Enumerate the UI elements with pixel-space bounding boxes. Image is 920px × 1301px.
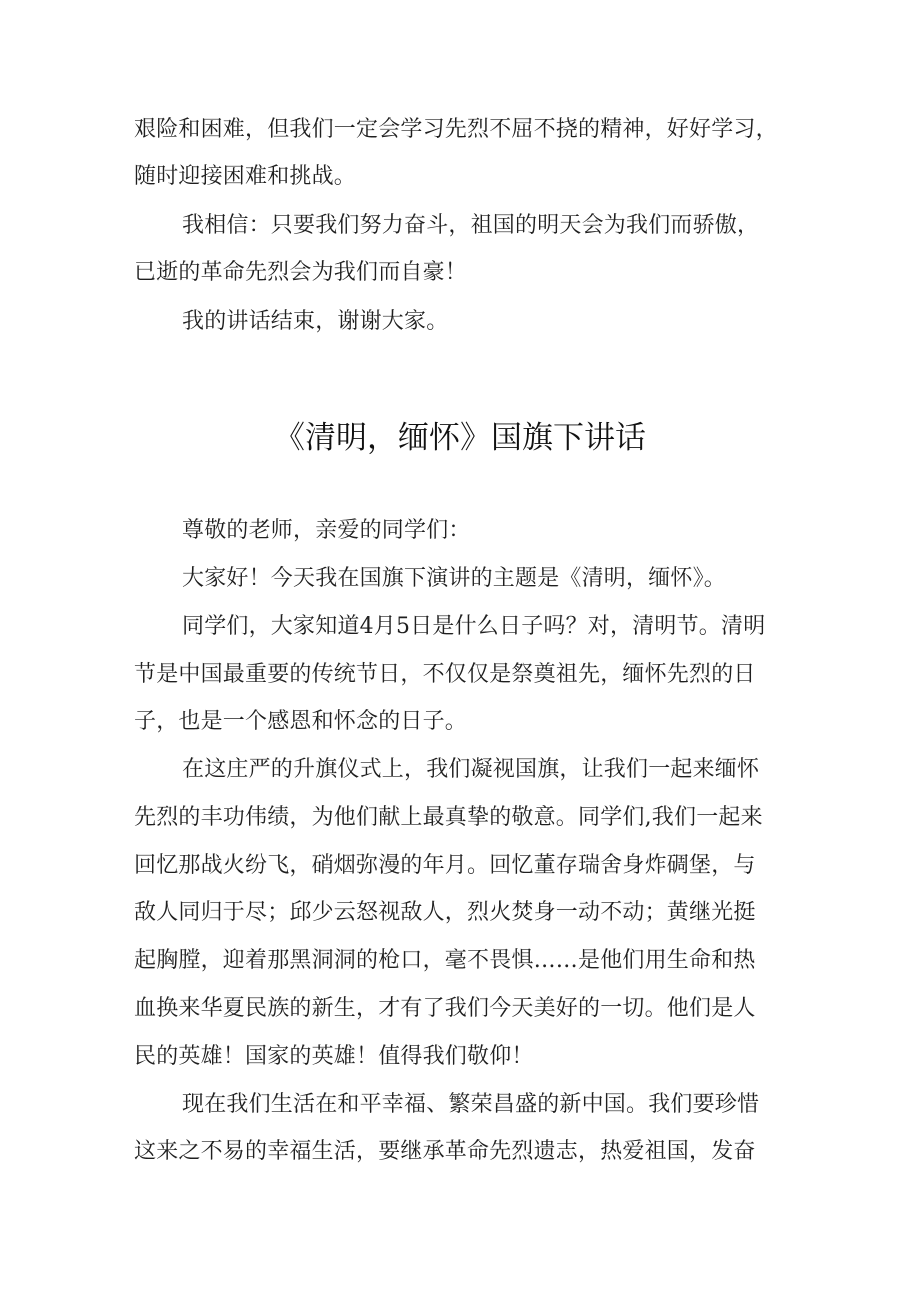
body-line: 同学们，大家知道4月5日是什么日子吗？对，清明节。清明 xyxy=(182,614,766,639)
salutation-line: 尊敬的老师，亲爱的同学们： xyxy=(182,518,471,543)
body-line: 大家好！今天我在国旗下演讲的主题是《清明，缅怀》。 xyxy=(182,566,727,591)
body-line: 艰险和困难，但我们一定会学习先烈不屈不挠的精神，好好学习， xyxy=(134,117,778,142)
body-line: 先烈的丰功伟绩，为他们献上最真挚的敬意。同学们,我们一起来 xyxy=(134,805,763,830)
body-line: 子，也是一个感恩和怀念的日子。 xyxy=(134,709,468,734)
body-line: 这来之不易的幸福生活，要继承革命先烈遗志，热爱祖国，发奋 xyxy=(134,1139,756,1164)
body-line: 我的讲话结束，谢谢大家。 xyxy=(182,309,449,334)
body-line: 在这庄严的升旗仪式上，我们凝视国旗，让我们一起来缅怀 xyxy=(182,757,760,782)
body-line: 回忆那战火纷飞，硝烟弥漫的年月。回忆董存瑞舍身炸碉堡，与 xyxy=(134,853,756,878)
body-line: 随时迎接困难和挑战。 xyxy=(134,164,357,189)
body-line: 敌人同归于尽；邱少云怒视敌人，烈火焚身一动不动；黄继光挺 xyxy=(134,900,756,925)
body-line: 起胸膛，迎着那黑洞洞的枪口，毫不畏惧……是他们用生命和热 xyxy=(134,948,756,973)
body-line: 血换来华夏民族的新生，才有了我们今天美好的一切。他们是人 xyxy=(134,996,756,1021)
body-line: 我相信：只要我们努力奋斗，祖国的明天会为我们而骄傲， xyxy=(182,213,760,238)
body-line: 节是中国最重要的传统节日，不仅仅是祭奠祖先，缅怀先烈的日 xyxy=(134,662,756,687)
document-title: 《清明，缅怀》国旗下讲话 xyxy=(274,420,646,456)
body-line: 现在我们生活在和平幸福、繁荣昌盛的新中国。我们要珍惜 xyxy=(182,1092,760,1117)
body-line: 民的英雄！国家的英雄！值得我们敬仰！ xyxy=(134,1044,534,1069)
body-line: 已逝的革命先烈会为我们而自豪！ xyxy=(134,260,468,285)
